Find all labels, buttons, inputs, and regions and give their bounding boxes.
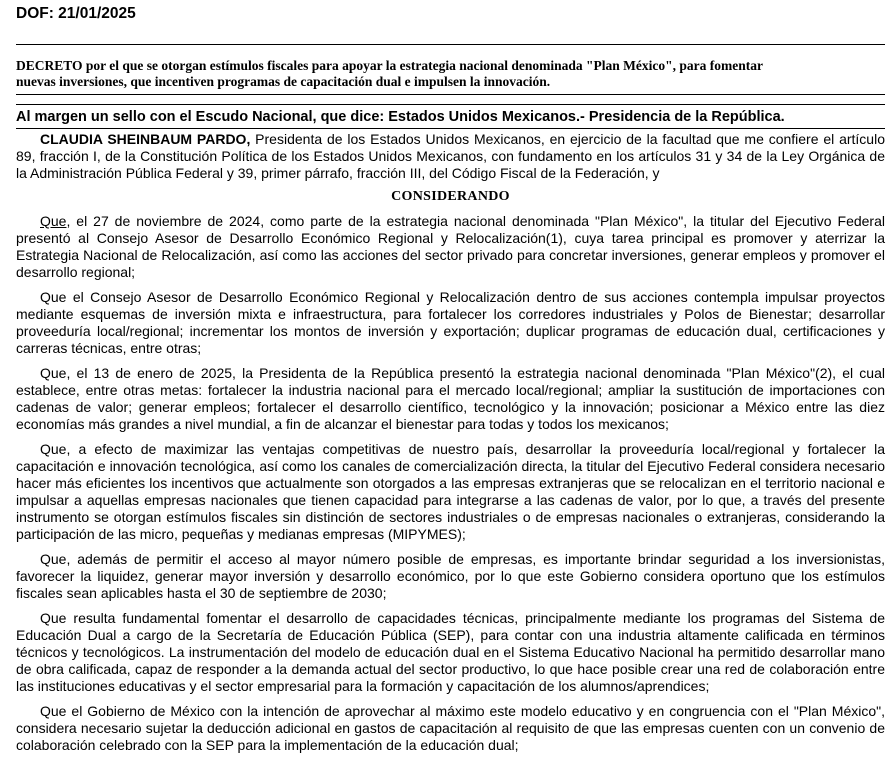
dof-date: DOF: 21/01/2025 [16, 5, 136, 22]
considerando-paragraph-7: Que el Gobierno de México con la intención de aprovechar al máximo este modelo educativo y en congruencia con el "Plan México", considera necesario sujetar la deducción adicional en gastos de capacitación al requisito de que las empresas cuenten con un convenio de colaboración celebrado con la SEP para la implementación de la educación dual; [16, 703, 885, 753]
decree-title-line2: nuevas inversiones, que incentiven programas de capacitación dual e impulsen la innovación. [16, 74, 551, 89]
preamble-paragraph [16, 131, 885, 182]
paragraph-lead-link[interactable]: Que [40, 213, 67, 229]
considerando-paragraph-4: Que, a efecto de maximizar las ventajas competitivas de nuestro país, desarrollar la proveeduría local/regional y fortalecer la capacitación e innovación tecnológica, así como los canales de comercialización directa, la titular del Ejecutivo Federal considera necesario hacer más eficientes los incentivos que actualmente son otorgados a las empresas extranjeras que se relocalizan en el territorio nacional e impulsar a aquellas empresas nacionales que tienen capacidad para integrarse a las cadenas de valor, por lo que, a través del presente instrumento se otorgan estímulos fiscales sin distinción de sectores industriales o de empresas nacionales o extranjeras, considerando la participación de las micro, pequeñas y medianas empresas (MIPYMES); [16, 441, 885, 542]
considerando-paragraph-3: Que, el 13 de enero de 2025, la Presidenta de la República presentó la estrategia nacional denominada "Plan México"(2), el cual establece, entre otras metas: fortalecer la industria nacional para el mercado local/regional; ampliar la sustitución de importaciones con cadenas de valor; generar empleos; fortalecer el desarrollo científico, tecnológico y la innovación; posicionar a México entre las diez economías más grandes a nivel mundial, a fin de alcanzar el bienestar para todas y todos los mexicanos; [16, 365, 885, 432]
considerando-paragraph-5: Que, además de permitir el acceso al mayor número posible de empresas, es importante brindar seguridad a los inversionistas, favorecer la liquidez, generar mayor inversión y desarrollo económico, por lo que este Gobierno considera oportuno que los estímulos fiscales sean aplicables hasta el 30 de septiembre de 2030; [16, 551, 885, 601]
president-name: CLAUDIA SHEINBAUM PARDO, [40, 131, 251, 147]
considerando-paragraph-1 [16, 213, 885, 281]
considerando-heading: CONSIDERANDO [391, 189, 510, 204]
considerando-paragraph-2: Que el Consejo Asesor de Desarrollo Económico Regional y Relocalización dentro de sus acciones contempla impulsar proyectos mediante esquemas de inversión mixta e infraestructura, para fortalecer los corredores industriales y Polos de Bienestar; desarrollar proveeduría local/regional; incrementar los montos de inversión y exportación; duplicar programas de educación dual, certificaciones y carreras técnicas, entre otras; [16, 289, 885, 356]
considerando-paragraph-6: Que resulta fundamental fomentar el desarrollo de capacidades técnicas, principalmente mediante los programas del Sistema de Educación Dual a cargo de la Secretaría de Educación Pública (SEP), para contar con una industria altamente calificada en términos técnicos y tecnológicos. La instrumentación del modelo de educación dual en el Sistema Educativo Nacional ha permitido desarrollar mano de obra calificada, capaz de responder a la demanda actual del sector productivo, lo que hace posible crear una red de colaboración entre las instituciones educativas y el sector empresarial para la formación y capacitación de los alumnos/aprendices; [16, 610, 885, 694]
preamble-text: Presidenta de los Estados Unidos Mexicanos, en ejercicio de la facultad que me confiere el artículo 89, fracción I, de la Constitución Política de los Estados Unidos Mexicanos, con fundamento en los artículos 31 y 34 de la Ley Orgánica de la Administración Pública Federal y 39, primer párrafo, fracción III, del Código Fiscal de la Federación, y [16, 131, 885, 181]
decree-title [16, 44, 885, 95]
margin-note: Al margen un sello con el Escudo Nacional, que dice: Estados Unidos Mexicanos.- Presidencia de la República. [16, 104, 885, 129]
document-body [16, 131, 885, 762]
paragraph-1-text: , el 27 de noviembre de 2024, como parte de la estrategia nacional denominada "Plan México", la titular del Ejecutivo Federal presentó al Consejo Asesor de Desarrollo Económico Regional y Relocalización(1), cuya tarea principal es promover y aterrizar la Estrategia Nacional de Relocalización, así como las acciones del sector privado para concretar inversiones, generar empleos y promover el desarrollo regional; [16, 213, 885, 280]
decree-title-line1: DECRETO por el que se otorgan estímulos fiscales para apoyar la estrategia nacional denominada "Plan México", para fomentar [16, 58, 763, 73]
